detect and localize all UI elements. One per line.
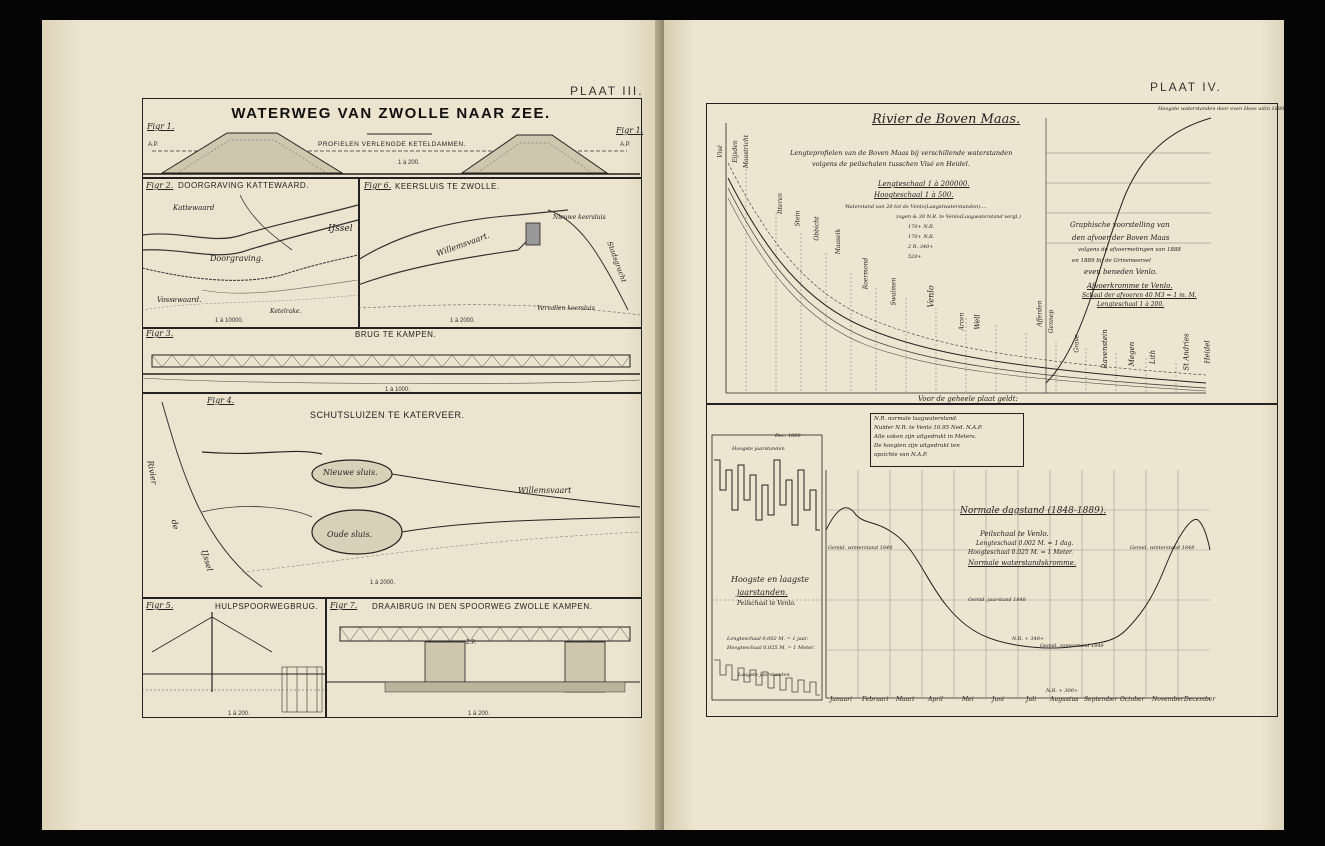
peil-line-1: Peilschaal te Venlo. [980,530,1049,538]
hoogste-scale-1: Lengteschaal 0.002 M. = 1 jaar. [727,636,809,642]
scale-1: Lengteschaal 1 à 200000. [878,180,970,188]
graphic-line-5: even beneden Venlo. [1084,268,1158,276]
place-label: Itteren [777,192,785,215]
note-line-3: Alle vaken zijn uitgedrukt in Meters. [874,434,977,440]
fig4-nieuwe: Nieuwe sluis. [323,468,378,477]
hoogste-title-1: Hoogste en laagste [731,575,810,584]
place-label: Lith [1149,349,1158,365]
fig6-nieuwe: Nieuwe keersluis [553,214,606,221]
graphic-line-2: den afvoer der Boven Maas [1072,234,1170,242]
fig1-profiles-drawing [142,118,640,178]
plate-label-right: PLAAT IV. [1150,80,1222,94]
month-label: Maart [896,696,915,703]
place-label: Eijsden [731,140,739,163]
fig7-title: DRAAIBRUG IN DEN SPOORWEG ZWOLLE KAMPEN. [372,602,593,611]
divider-2 [142,327,642,329]
place-label: St Andries [1182,333,1191,371]
scale-2: Hoogteschaal 1 à 500. [874,191,954,199]
normale-title: Normale dagstand (1848-1889). [960,506,1107,516]
top-note: Hoogste waterstanden door even Hoes uitin 1880 [1158,106,1285,112]
note-line-1: N.R. normale laagwaterstand. [874,416,958,422]
fig3-scale: 1 à 1000. [385,387,411,393]
gemid-jaar: Gemid. jaarstand 1848 [968,597,1026,603]
fig6-title: KEERSLUIS TE ZWOLLE. [395,182,500,191]
fig3-bridge-drawing [142,340,640,392]
month-label: Juli [1026,696,1037,703]
month-label: Juni [992,696,1005,703]
divider-4 [142,597,642,599]
gemid-left: Gemid. winterstand 1848 [828,545,893,551]
note-line-5: opzichte van N.A.P. [874,452,928,458]
place-label: Arcen [958,312,966,331]
legend-line: 170+ N.R. [908,224,935,230]
place-label: Well [973,314,982,330]
fig1-label: Figr 1. [147,122,175,131]
place-label: Ravenstein [1100,329,1109,369]
note-line-2: Nulder N.R. te Venlo 10.95 Ned. N.A.P. [874,425,983,431]
month-label: December [1184,696,1216,703]
legend-line: 170+ N.R. [908,234,935,240]
place-label: Venlo [926,285,936,308]
nr-mark-2: N.R. + 300+ [1046,688,1079,694]
place-label: Heidel [1203,340,1212,364]
fig6-scale: 1 à 2000. [450,318,476,324]
plate-title-right: Rivier de Boven Maas. [872,112,1021,127]
fig7-zp: Z.P. [466,640,477,646]
laagste-label: Laagste jaarstanden [738,672,790,678]
gemid-right: Gemid. winterstand 1848 [1130,545,1195,551]
month-label: April [928,696,943,703]
fig2-ketelrak: Ketelrake. [270,308,302,315]
fig1-title: PROFIELEN VERLENGDE KETELDAMMEN. [318,141,466,148]
fig4-scale: 1 à 2000. [370,580,396,586]
month-label: November [1152,696,1184,703]
divider-1 [142,177,642,179]
fig4-de: de [169,518,181,531]
graphic-line-4: en 1889 bij de Grinsmeersel [1072,258,1151,264]
month-label: Mei [962,696,974,703]
fig1-scale: 1 à 200. [398,160,420,166]
fig2-kattewaard: Kattewaard [173,204,215,212]
nr-mark-1: N.R. + 340+ [1012,636,1045,642]
legend-line: zogen & 30 N.R. te Venlo(Laagwaterstand vergl.) [896,214,1021,220]
month-label: October [1120,696,1145,703]
fig4-title: SCHUTSLUIZEN TE KATERVEER. [310,410,465,420]
fig2-title: DOORGRAVING KATTEWAARD. [178,181,309,190]
fig1-ap-left: A.P. [148,142,159,148]
place-label: Obbicht [813,216,821,241]
hoogste-label: Hoogste jaarstanden [732,446,785,452]
legend-line: 520+ [908,254,922,260]
fig2-doorgraving: Doorgraving. [210,254,264,263]
place-label: Maastricht [743,134,751,169]
peil-line-4: Normale waterstandskromme. [968,559,1077,567]
subtitle-2: volgens de peilschalen tusschen Visé en Heidel. [812,160,970,168]
fig4-willemsvaart: Willemsvaart [518,486,572,495]
hoogste-sub: Peilschaal te Venlo. [737,600,796,607]
fig6-map-drawing [358,190,640,326]
peil-line-3: Hoogteschaal 0.025 M. = 1 Meter. [968,549,1074,556]
fig2-vossewaard: Vossewaard. [157,296,202,304]
subtitle-1: Lengteprofielen van de Boven Maas bij verschillende waterstanden [790,149,1013,157]
voor-plaat-note: Voor de geheele plaat geldt: [918,395,1018,403]
fig5-scale: 1 à 200. [228,711,250,717]
fig1-label-right: Figr 1. [616,126,644,135]
fig1-ap-right: A.P. [620,142,631,148]
afvoer-scale-2: Lengteschaal 1 à 200. [1097,301,1165,308]
divider-right [706,403,1278,405]
fig2-scale: 1 à 10000. [215,318,244,324]
place-label: Megen [1128,341,1137,367]
graphic-line-3: volgens de afvoermetingen van 1888 [1078,247,1181,253]
fig3-title: BRUG TE KAMPEN. [355,330,437,339]
fig6-vervallen: Vervallen keersluis [537,305,595,312]
place-label: Gennep [1048,309,1056,334]
gemid-zomer: Gemid. zomerstand 1848 [1040,643,1104,649]
place-label: Roermond [862,257,870,290]
plate-label-left: PLAAT III. [570,84,644,98]
legend-line: 2 R. 340+ [908,244,934,250]
place-label: Grave [1073,334,1081,353]
note-line-4: De hoogten zijn uitgedrukt ten [874,443,960,449]
place-label: Swalmen [890,277,898,306]
hoogste-scale-2: Hoogteschaal 0.025 M. = 1 Meter. [727,645,815,651]
month-label: Augustus [1050,696,1079,703]
month-label: Januari [830,696,853,703]
fig5-title: HULPSPOORWEGBRUG. [215,602,319,611]
graphic-line-1: Graphische voorstelling van [1070,221,1170,229]
peil-line-2: Lengteschaal 0.002 M. = 1 dag. [976,540,1074,547]
fig2-ijssel: IJssel [328,224,353,234]
fig4-oude: Oude sluis. [327,530,373,539]
fig6-label: Figr 6. [364,181,392,190]
fig4-rivier: Rivier [145,459,159,486]
place-label: Afferden [1036,300,1044,327]
fig4-label: Figr 4. [207,396,235,405]
legend-line: Waterstand van 28 tot de Venlo(Laagstwaterstanden).... [845,204,987,210]
afvoer-scale-1: Schaal der afvoeren 40 M3 = 1 m. M. [1082,292,1197,299]
plate-title-left: WATERWEG VAN ZWOLLE NAAR ZEE. [231,105,551,122]
fig5-bridge-drawing [142,612,325,716]
fig4-ijssel: IJssel [199,548,215,573]
hoogste-title-2: jaarstanden. [737,588,788,597]
fig6-willemsvaart: Willemsvaart. [435,230,491,259]
fig6-stadsgracht: Stadsgracht [605,240,628,284]
place-label: Maaseik [835,228,843,255]
month-label: Februari [862,696,889,703]
fig5-label: Figr 5. [146,601,174,610]
dec-note: Dec. 1880 [775,433,801,439]
fig7-label: Figr 7. [330,601,358,610]
place-label: Visé [716,145,724,158]
place-label: Stein [794,210,802,227]
fig7-swingbridge-drawing [325,612,640,716]
fig3-label: Figr 3. [146,329,174,338]
afvoer-title: Afvoerkromme te Venlo. [1087,282,1173,290]
jaarstanden-chart [712,430,824,705]
fig2-label: Figr 2. [146,181,174,190]
fig7-scale: 1 à 200. [468,711,490,717]
month-label: September [1084,696,1118,703]
